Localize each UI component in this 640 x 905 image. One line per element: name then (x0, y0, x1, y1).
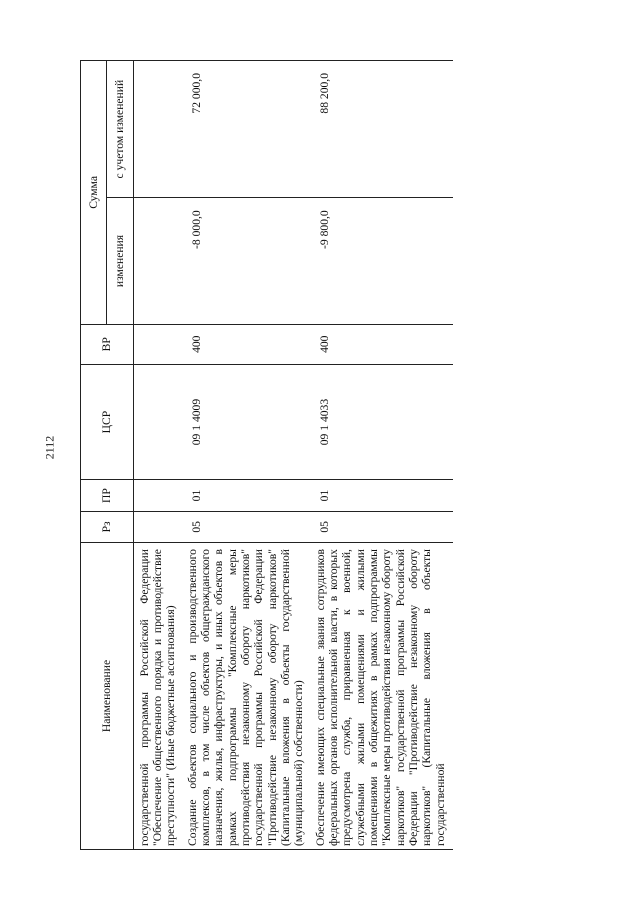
row-s-uchetom: 88 200,0 (312, 61, 453, 198)
row-pr: 01 (312, 480, 453, 511)
row-name: Создание объектов социального и производственного комплексов, в том числе объектов общегражданского назначения, жилья, инфраструктуры, и иных объектов в рамках подпрограммы "Комплексные меры противодействия незаконному обороту наркотиков" государственной программы Российской Федерации "Противодействие незаконному обороту наркотиков" (Капитальные вложения в объекты государственной (муниципальной) собственности) (184, 543, 312, 850)
row-vr (133, 324, 183, 364)
header-rz: Рз (81, 511, 134, 542)
header-izmeneniya: изменения (107, 198, 133, 324)
row-izmeneniya (133, 198, 183, 324)
table-row (312, 61, 453, 850)
row-rz: 05 (312, 511, 453, 542)
row-s-uchetom (133, 61, 183, 198)
header-vr: ВР (81, 324, 134, 364)
row-pr: 01 (184, 480, 312, 511)
row-csr: 09 1 4009 (184, 364, 312, 480)
row-csr: 09 1 4033 (312, 364, 453, 480)
header-s-uchetom: с учетом изменений (107, 61, 133, 198)
header-name: Наименование (81, 543, 134, 850)
header-summa: Сумма (81, 61, 107, 325)
header-row (81, 61, 107, 850)
row-csr (133, 364, 183, 480)
header-pr: ПР (81, 480, 134, 511)
table-row (184, 61, 312, 850)
row-vr: 400 (312, 324, 453, 364)
row-pr (133, 480, 183, 511)
row-name: государственной программы Российской Федерации "Обеспечение общественного порядка и противодействие преступности" (Иные бюджетные ассигнования) (133, 543, 183, 850)
rotated-page (80, 60, 640, 850)
row-name: Обеспечение имеющих специальные звания сотрудников федеральных органов исполнительной власти, в которых предусмотрена служба, приравненная к военной, служебными жилыми помещениями и жилыми помещениями в общежитиях в рамках подпрограммы "Комплексные меры противодействия незаконному обороту наркотиков" государственной программы Российской Федерации "Противодействие незаконному обороту наркотиков" (Капитальные вложения в объекты государственной (312, 543, 453, 850)
row-rz (133, 511, 183, 542)
row-vr: 400 (184, 324, 312, 364)
row-izmeneniya: -9 800,0 (312, 198, 453, 324)
budget-table (80, 60, 453, 850)
row-izmeneniya: -8 000,0 (184, 198, 312, 324)
table-row (133, 61, 183, 850)
page-number: 2112 (42, 435, 57, 460)
row-rz: 05 (184, 511, 312, 542)
row-s-uchetom: 72 000,0 (184, 61, 312, 198)
header-csr: ЦСР (81, 364, 134, 480)
